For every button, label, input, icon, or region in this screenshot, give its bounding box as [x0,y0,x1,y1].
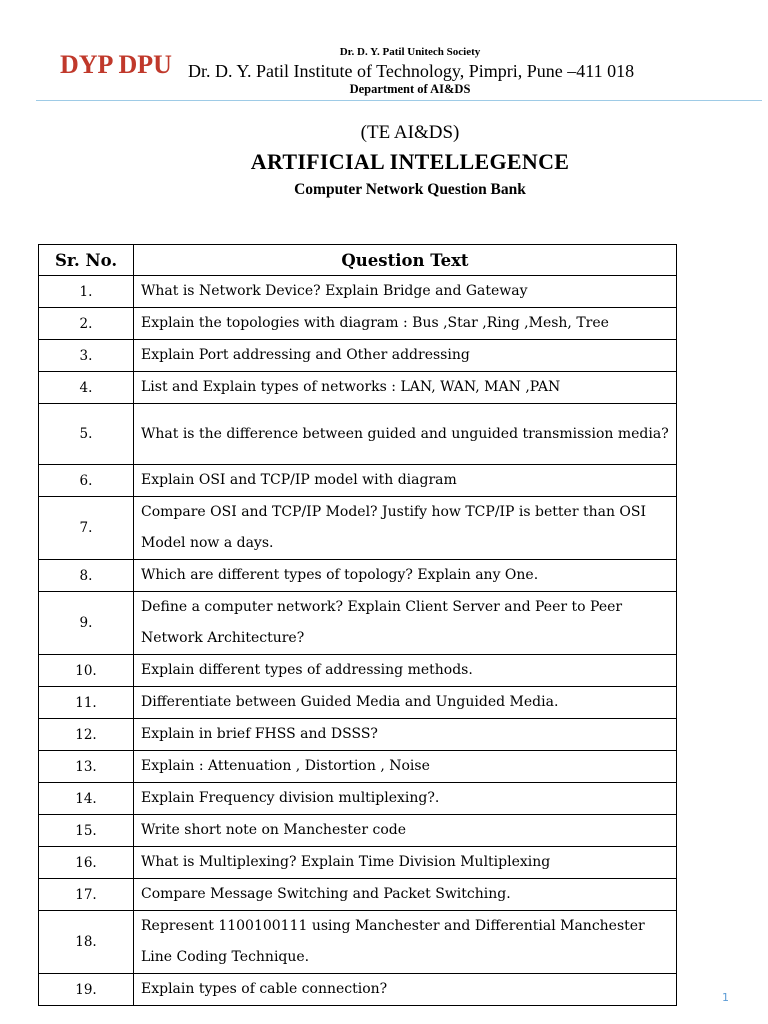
table-row [39,497,677,560]
page-header [0,0,768,104]
column-header-question-text: Question Text [134,245,677,276]
row-number: 19. [39,974,134,1006]
header-divider [36,100,762,101]
question-text: What is Network Device? Explain Bridge and Gateway [134,276,677,308]
question-text: Explain Frequency division multiplexing?. [134,783,677,815]
question-text: Explain types of cable connection? [134,974,677,1006]
question-text: Differentiate between Guided Media and Unguided Media. [134,687,677,719]
table-row [39,592,677,655]
table-row [39,879,677,911]
table-row [39,340,677,372]
department-name: Department of AI&DS [349,82,471,96]
table-row [39,974,677,1006]
question-text: What is Multiplexing? Explain Time Division Multiplexing [134,847,677,879]
table-row [39,815,677,847]
table-row [39,372,677,404]
row-number: 8. [39,560,134,592]
row-number: 12. [39,719,134,751]
question-text: Represent 1100100111 using Manchester and Differential Manchester Line Coding Technique. [134,911,677,974]
question-bank-table [38,244,677,1006]
question-text: Explain in brief FHSS and DSSS? [134,719,677,751]
row-number: 7. [39,497,134,560]
row-number: 14. [39,783,134,815]
document-title: Computer Network Question Bank [294,181,526,198]
row-number: 11. [39,687,134,719]
table-row [39,847,677,879]
table-row [39,687,677,719]
institute-name: Dr. D. Y. Patil Institute of Technology, Pimpri, Pune –411 018 [188,61,635,81]
row-number: 18. [39,911,134,974]
row-number: 13. [39,751,134,783]
row-number: 5. [39,404,134,465]
page-number: 1 [722,991,729,1004]
table-row [39,751,677,783]
question-text: Explain OSI and TCP/IP model with diagram [134,465,677,497]
row-number: 16. [39,847,134,879]
society-name: Dr. D. Y. Patil Unitech Society [339,46,481,58]
question-text: List and Explain types of networks : LAN, WAN, MAN ,PAN [134,372,677,404]
row-number: 10. [39,655,134,687]
table-row [39,404,677,465]
row-number: 2. [39,308,134,340]
question-text: Explain : Attenuation , Distortion , Noise [134,751,677,783]
table-header-row [39,245,677,276]
question-text: Explain different types of addressing methods. [134,655,677,687]
subject-title: ARTIFICIAL INTELLEGENCE [250,149,570,174]
row-number: 6. [39,465,134,497]
question-text: Compare OSI and TCP/IP Model? Justify how TCP/IP is better than OSI Model now a days. [134,497,677,560]
row-number: 3. [39,340,134,372]
row-number: 1. [39,276,134,308]
row-number: 15. [39,815,134,847]
class-title: (TE AI&DS) [360,122,460,143]
row-number: 4. [39,372,134,404]
table-row [39,719,677,751]
question-text: Define a computer network? Explain Client Server and Peer to Peer Network Architecture? [134,592,677,655]
table-row [39,276,677,308]
question-text: What is the difference between guided and unguided transmission media? [134,404,677,465]
question-text: Which are different types of topology? Explain any One. [134,560,677,592]
row-number: 17. [39,879,134,911]
table-row [39,655,677,687]
column-header-sr-no: Sr. No. [39,245,134,276]
table-row [39,465,677,497]
table-row [39,560,677,592]
question-text: Write short note on Manchester code [134,815,677,847]
table-row [39,783,677,815]
row-number: 9. [39,592,134,655]
question-text: Compare Message Switching and Packet Switching. [134,879,677,911]
table-row [39,308,677,340]
dyp-dpu-logo: DYP DPU [60,50,172,79]
question-text: Explain Port addressing and Other addressing [134,340,677,372]
question-text: Explain the topologies with diagram : Bus ,Star ,Ring ,Mesh, Tree [134,308,677,340]
table-row [39,911,677,974]
